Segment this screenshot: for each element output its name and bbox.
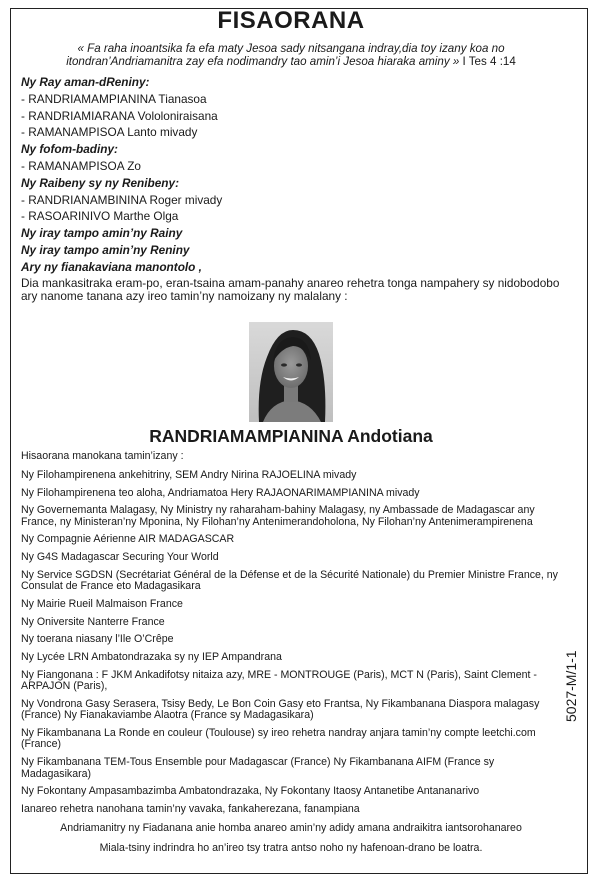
thanks-item: Ny Vondrona Gasy Serasera, Tsisy Bedy, Le Bon Coin Gasy eto Frantsa, Ny Fikambanana Diaspora malagasy (France) Ny Fianakaviambe Alaotra (France sy Madagasikara)	[21, 697, 540, 722]
closing-line: Andriamanitry ny Fiadanana anie homba anareo amin’ny adidy amana andraikitra iantsorohanareo	[60, 821, 522, 834]
portrait-photo	[249, 322, 333, 422]
notice-content	[21, 6, 561, 862]
thanks-item: Ny G4S Madagascar Securing Your World	[21, 551, 219, 564]
thanks-list	[21, 451, 561, 816]
family-member: - RANDRIANAMBININA Roger mivady	[21, 192, 223, 207]
family-member: - RANDRIAMAMPIANINA Tianasoa	[21, 91, 207, 106]
notice-title: FISAORANA	[217, 7, 365, 34]
closing-line: Miala-tsiny indrindra ho an’ireo tsy tratra antso noho ny hafenoan-drano be loatra.	[99, 841, 483, 854]
photo-container	[21, 322, 561, 422]
thanks-item: Ny toerana niasany l’Ile O’Crêpe	[21, 633, 174, 646]
bible-verse	[21, 42, 561, 68]
family-member: - RAMANAMPISOA Zo	[21, 158, 141, 173]
thanks-item: Ny Fokontany Ampasambazimba Ambatondrazaka, Ny Fokontany Itaosy Antanetibe Antananarivo	[21, 785, 480, 798]
thanks-item: Ny Fiangonana : F JKM Ankadifotsy nitaiza azy, MRE - MONTROUGE (Paris), MCT N (Paris), Saint Clement - ARPAJON (Paris),	[21, 668, 537, 693]
thanks-intro: Hisaorana manokana tamin’izany :	[21, 449, 184, 462]
thanks-item: Ny Governemanta Malagasy, Ny Ministry ny raharaham-bahiny Malagasy, ny Ambassade de Madagascar any France, ny Ministeran’ny Mponina, Ny Filohan’ny Antenimerandoholona, Ny Filohan’ny Antenimerampirenena	[21, 504, 535, 528]
family-member: - RASOARINIVO Marthe Olga	[21, 209, 179, 224]
thanks-item: Ny Compagnie Aérienne AIR MADAGASCAR	[21, 533, 235, 546]
thanks-item: Ny Fikambanana La Ronde en couleur (Toulouse) sy ireo rehetra nandray anjara tamin’ny compte leetchi.com (France)	[21, 727, 536, 751]
family-heading: Ny iray tampo amin’ny Rainy	[21, 226, 183, 241]
family-list	[21, 74, 561, 276]
family-member: - RAMANAMPISOA Lanto mivady	[21, 125, 198, 140]
family-member: - RANDRIAMIARANA Vololoniraisana	[21, 108, 218, 123]
thanks-item: Ny Service SGDSN (Secrétariat Général de la Défense et de la Sécurité Nationale) du Premier Ministre France, ny Consulat de France eto Madagasikara	[21, 568, 558, 593]
verse-text: « Fa raha inoantsika fa efa maty Jesoa sady nitsangana indray,dia toy izany koa no itondran’Andriamanitra zay efa nodimandry tao amin’i Jesoa hiaraka aminy »	[66, 42, 505, 68]
family-heading: Ary ny fianakaviana manontolo ,	[21, 259, 202, 274]
intro-text: Dia mankasitraka eram-po, eran-tsaina amam-panahy anareo rehetra tonga nampahery sy nidobodobo ary nanome tanana azy ireo tamin’ny namoizany ny malalany :	[21, 275, 560, 304]
family-heading: Ny iray tampo amin’ny Reniny	[21, 242, 190, 257]
thanks-item: Ianareo rehetra nanohana tamin’ny vavaka, fankaherezana, fanampiana	[21, 802, 360, 815]
thanks-item: Ny Mairie Rueil Malmaison France	[21, 598, 183, 610]
family-heading: Ny Raibeny sy ny Renibeny:	[21, 175, 179, 190]
closing-text	[21, 822, 561, 854]
reference-code: 5027-M/1-1	[563, 650, 579, 722]
family-heading: Ny fofom-badiny:	[21, 142, 118, 157]
verse-reference: I Tes 4 :14	[462, 55, 516, 68]
thanks-item: Ny Lycée LRN Ambatondrazaka sy ny IEP Ampandrana	[21, 651, 282, 664]
thanks-item: Ny Filohampirenena teo aloha, Andriamatoa Hery RAJAONARIMAMPIANINA mivady	[21, 486, 420, 499]
thanks-item: Ny Oniversite Nanterre France	[21, 615, 165, 628]
family-heading: Ny Ray aman-dReniny:	[21, 75, 150, 89]
thanks-item: Ny Fikambanana TEM-Tous Ensemble pour Madagascar (France) Ny Fikambanana AIFM (France sy Madagasikara)	[21, 756, 495, 780]
thanks-item: Ny Filohampirenena ankehitriny, SEM Andry Nirina RAJOELINA mivady	[21, 468, 357, 481]
deceased-name: RANDRIAMAMPIANINA Andotiana	[149, 425, 433, 446]
